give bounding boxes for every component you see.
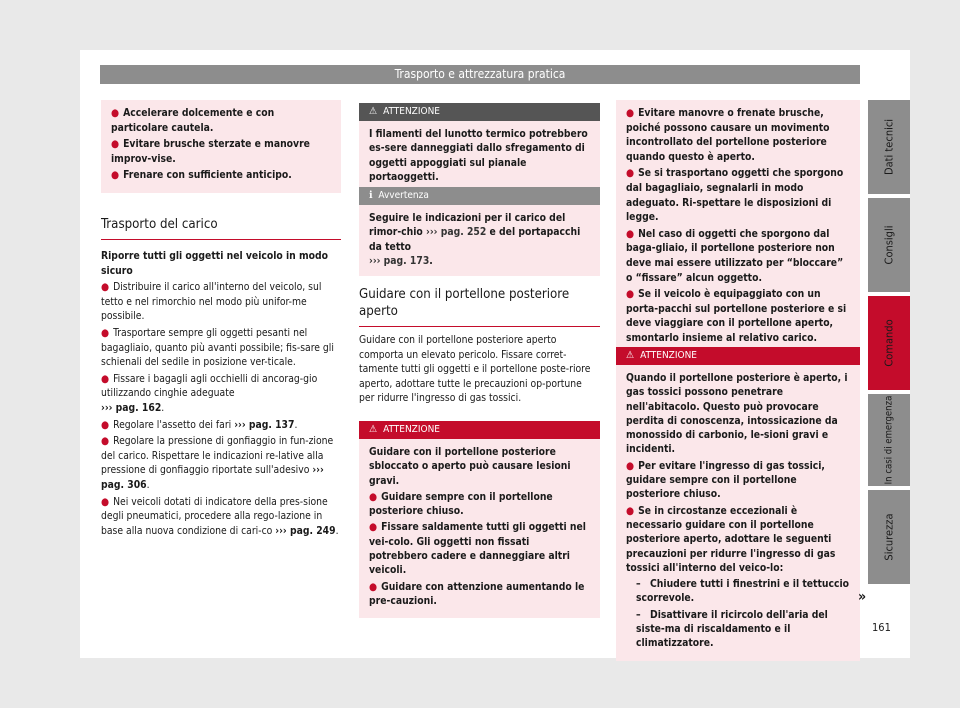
bullet-text: Frenare con sufficiente anticipo. (123, 169, 292, 182)
column-1 (101, 100, 341, 193)
note-body: Seguire le indicazioni per il carico del rimor-chio ››› pag. 252 e del portapacchi da tetto ››› pag. 173. (369, 212, 581, 267)
note-header: ℹ Avvertenza (359, 187, 600, 205)
page-number: 161 (872, 621, 891, 634)
info-icon: ℹ (369, 190, 373, 201)
caution-box: ● Accelerare dolcemente e con particolare cautela. ● Evitare brusche sterzate e manovre improv-vise. ● Frenare con sufficiente anticipo. (101, 100, 341, 193)
tab-emergenza[interactable]: In casi di emergenza (868, 394, 910, 486)
section-heading (101, 216, 341, 240)
page-link[interactable]: ››› pag. 173 (369, 254, 430, 267)
warning-box (359, 103, 600, 192)
bullet-text: Distribuire il carico all'interno del veicolo, sul tetto e nel rimorchio nel modo più unifor-me possibile. (101, 281, 322, 323)
warning-header: ⚠ ATTENZIONE (359, 103, 600, 121)
page-link[interactable]: ››› pag. 137 (234, 418, 295, 431)
column-1-body: Riporre tutti gli oggetti nel veicolo in modo sicuro ● Distribuire il carico all'interno del veicolo, sul tetto e nel rimorchio nel modo più unifor-me possibile. ● Trasportare sempre gli oggetti pesanti nel bagagliaio, quanto più avanti possibile; fis-sare gli schienali del sedile in posizione ver-ticale. ● Fissare i bagagli agli occhielli di ancorag-gio utilizzando cinghie adeguate ››› pag. 162. ● Regolare l'assetto dei fari ››› pag. 137. ● Regolare la pressione di gonfiaggio in fun-zione del carico. Rispettare le indicazioni re-lative alla pressione di gonfiaggio riportate sull'adesivo ››› pag. 306. ● Nei veicoli dotati di indicatore della pres-sione degli pneumatici, procedere alla rego-lazione in base alla nuova condizione di cari-co ››› pag. 249. (101, 249, 341, 540)
bullet-text: Fissare i bagagli agli occhielli di ancorag-gio utilizzando cinghie adeguate (101, 372, 318, 400)
paragraph: Guidare con il portellone posteriore aperto comporta un elevato pericolo. Fissare corret-tamente tutti gli oggetti e il portellone poste-riore aperto, adottare tutte le precauzioni op-portune per ridurre l'ingresso di gas tossici. (359, 334, 591, 405)
warning-box (359, 421, 600, 618)
bullet-text: Nei veicoli dotati di indicatore della pres-sione degli pneumatici, procedere alla rego-lazione in base alla nuova condizione di cari-co (101, 495, 328, 537)
page-header: Trasporto e attrezzatura pratica (100, 65, 860, 84)
tab-comando[interactable]: Comando (868, 296, 910, 390)
note-box (359, 187, 600, 276)
warning-body: Quando il portellone posteriore è aperto, i gas tossici possono penetrare nell'abitacolo. Questo può provocare perdita di conoscenza, intossicazione da monossido di carbonio, le-sioni gravi e incidenti. ● Per evitare l'ingresso di gas tossici, guidare sempre con il portellone posteriore chiuso. ● Se in circostanze eccezionali è necessario guidare con il portellone posteriore aperto, adottare le seguenti precauzioni per ridurre l'ingresso di gas tossici all'interno del veico-lo: – Chiudere tutti i finestrini e il tettuccio scorrevole. – Disattivare il ricircolo dell'aria del siste-ma di riscaldamento e il climatizzatore. (626, 372, 850, 650)
bullet-text: Regolare la pressione di gonfiaggio in fun-zione del carico. Rispettare le indicazioni re-lative alla pressione di gonfiaggio riportate sull'adesivo (101, 435, 334, 477)
section-heading (359, 286, 600, 327)
tab-consigli[interactable]: Consigli (868, 198, 910, 292)
warning-body: Guidare con il portellone posteriore sbloccato o aperto può causare lesioni gravi. ● Guidare sempre con il portellone posteriore chiuso. ● Fissare saldamente tutti gli oggetti nel vei-colo. Gli oggetti non fissati potrebbero cadere e danneggiare altri veicoli. ● Guidare con attenzione aumentando le pre-cauzioni. (369, 446, 586, 607)
continue-chevron-icon: » (858, 589, 867, 605)
heading-text: Trasporto del carico (101, 217, 218, 232)
heading-text: Guidare con il portellone posteriore aperto (359, 287, 570, 319)
bullet-text: Trasportare sempre gli oggetti pesanti nel bagagliaio, quanto più avanti possibile; fis-sare gli schienali del sedile in posizione ver-ticale. (101, 326, 334, 369)
bullet-text: Regolare l'assetto dei fari (113, 418, 232, 431)
warning-body: I filamenti del lunotto termico potrebbero es-sere danneggiati dallo sfregamento di oggetti appoggiati sul pianale portaoggetti. (369, 128, 588, 183)
bullet-text: Evitare brusche sterzate e manovre improv-vise. (111, 138, 310, 165)
bullet-text: Accelerare dolcemente e con particolare cautela. (111, 107, 275, 134)
page-link[interactable]: ››› pag. 249 (275, 524, 336, 537)
warning-triangle-icon: ⚠ (369, 424, 378, 435)
warning-box (616, 347, 860, 661)
caution-box: ● Evitare manovre o frenate brusche, poiché possono causare un movimento incontrollato del portellone posteriore quando questo è aperto. ● Se si trasportano oggetti che sporgono dal bagagliaio, segnalarli in modo adeguato. Ri-spettare le disposizioni di legge. ● Nel caso di oggetti che sporgono dal baga-gliaio, il portellone posteriore non deve mai essere utilizzato per “bloccare” o “fissare” alcun oggetto. ● Se il veicolo è equipaggiato con un porta-pacchi sul portellone posteriore e si deve viaggiare con il portellone aperto, smontarlo insieme al relativo carico. (616, 100, 860, 356)
page-link[interactable]: ››› pag. 306 (101, 464, 324, 491)
warning-triangle-icon: ⚠ (626, 350, 635, 361)
warning-header: ⚠ ATTENZIONE (359, 421, 600, 439)
page-link[interactable]: ››› pag. 252 (426, 226, 487, 239)
tab-dati-tecnici[interactable]: Dati tecnici (868, 100, 910, 194)
warning-header: ⚠ ATTENZIONE (616, 347, 860, 365)
intro-text: Riporre tutti gli oggetti nel veicolo in modo sicuro (101, 250, 328, 277)
page-link[interactable]: ››› pag. 162 (101, 401, 162, 414)
warning-triangle-icon: ⚠ (369, 106, 378, 117)
tab-sicurezza[interactable]: Sicurezza (868, 490, 910, 584)
